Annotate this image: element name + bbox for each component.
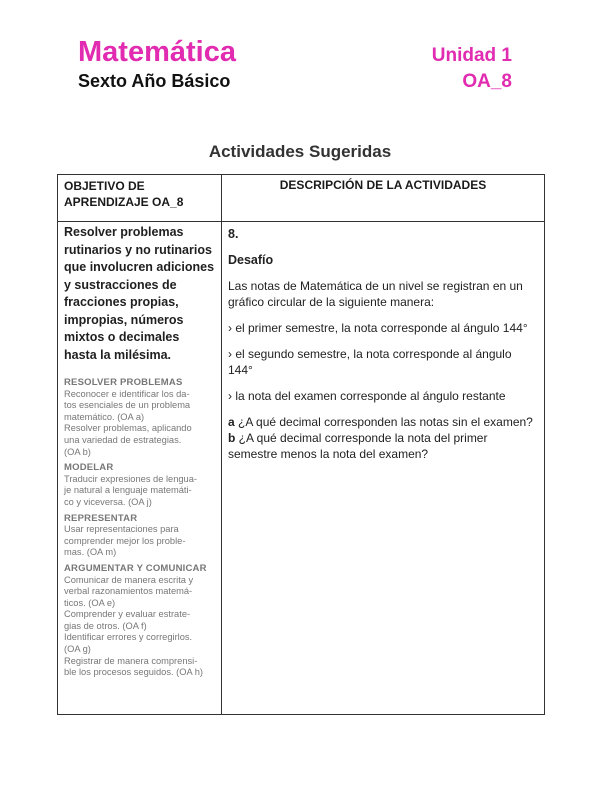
skill-line: Comprender y evaluar estrate- (64, 609, 191, 620)
skill-line: comprender mejor los proble- (64, 535, 186, 546)
skill-line: Traducir expresiones de lengua- (64, 473, 197, 484)
skill-line: tos esenciales de un problema (64, 400, 191, 411)
skill-title: RESOLVER PROBLEMAS (64, 377, 183, 388)
bullet-1: › el primer semestre, la nota corresponde al ángulo 144° (228, 321, 528, 335)
section-title: Actividades Sugeridas (208, 142, 392, 161)
header-left (78, 36, 236, 92)
questions (228, 414, 538, 462)
skill-line: verbal razonamientos matemá- (64, 586, 193, 597)
activity-number: 8. (228, 227, 239, 241)
bullet-3: › la nota del examen corresponde al ángulo restante (228, 389, 506, 403)
question-a-text: ¿A qué decimal corresponden las notas sin el examen? (234, 415, 533, 429)
question-b-letter: b (228, 431, 236, 445)
skill-line: (OA g) (64, 644, 91, 655)
skill-line: je natural a lenguaje matemáti- (64, 485, 192, 496)
activity-label: Desafío (228, 253, 274, 267)
skill-line: mas. (OA m) (64, 547, 117, 558)
skill-title: ARGUMENTAR Y COMUNICAR (64, 562, 207, 574)
table-body-row (58, 222, 545, 715)
objective-text: Resolver problemas rutinarios y no rutinarios que involucren adiciones y sustracciones de fracciones propias, impropias, números mixtos o decimales hasta la milésima. (64, 225, 215, 362)
grade-subtitle: Sexto Año Básico (78, 71, 231, 91)
table-header-row (58, 175, 545, 222)
objective-cell (58, 222, 222, 715)
question-b-text: ¿A qué decimal corresponde la nota del primer semestre menos la nota del examen? (228, 431, 488, 461)
skill-line: Registrar de manera comprensi- (64, 655, 198, 666)
activity-cell (222, 222, 545, 715)
skill-line: Reconocer e identificar los da- (64, 388, 190, 399)
question-a (228, 414, 538, 430)
bullet-2: › el segundo semestre, la nota corresponde al ángulo 144° (228, 347, 512, 377)
skill-line: ble los procesos seguidos. (OA h) (64, 667, 204, 678)
question-a-letter: a (228, 415, 235, 429)
skill-title: MODELAR (64, 462, 114, 474)
skill-line: gias de otros. (OA f) (64, 620, 147, 631)
header-right (432, 44, 512, 94)
skills-list (64, 377, 215, 679)
skill-line: una variedad de estrategias. (64, 434, 182, 445)
col2-header: DESCRIPCIÓN DE LA ACTIVIDADES (222, 175, 545, 222)
question-b (228, 430, 538, 462)
skill-line: Identificar errores y corregirlos. (64, 632, 193, 643)
skill-line: co y viceversa. (OA j) (64, 496, 152, 507)
subject-title: Matemática (78, 36, 236, 68)
activity-intro: Las notas de Matemática de un nivel se registran en un gráfico circular de la siguiente manera: (228, 279, 523, 309)
skill-line: ticos. (OA e) (64, 597, 116, 608)
skill-title: REPRESENTAR (64, 512, 138, 524)
skill-line: (OA b) (64, 446, 91, 457)
skill-line: Resolver problemas, aplicando (64, 423, 192, 434)
unit-label: Unidad 1 (431, 45, 512, 66)
skill-line: matemático. (OA a) (64, 411, 145, 422)
col1-header: OBJETIVO DE APRENDIZAJE OA_8 (58, 175, 222, 222)
oa-label: OA_8 (462, 71, 512, 92)
skill-line: Comunicar de manera escrita y (64, 574, 194, 585)
activities-table (57, 174, 545, 715)
skill-line: Usar representaciones para (64, 524, 179, 535)
